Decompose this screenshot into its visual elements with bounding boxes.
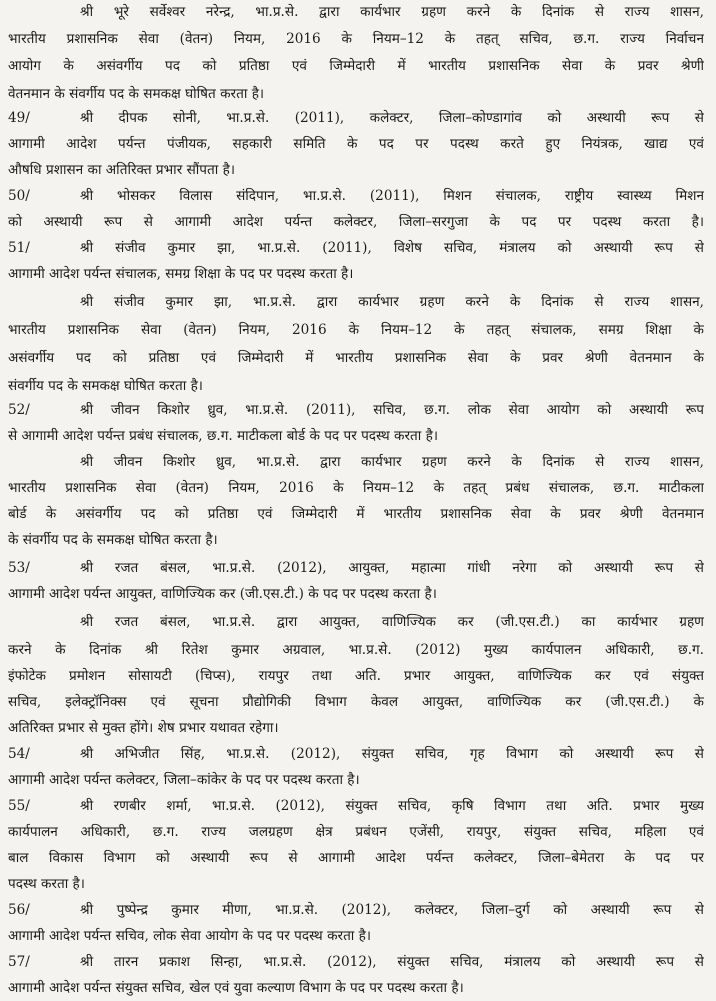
text-line: असंवर्गीय पद को प्रतिष्ठा एवं जिम्मेदारी में भारतीय प्रशासनिक सेवा के प्रवर श्रेणी वेतनमान के [8,350,704,366]
text-line: श्री जीवन किशोर ध्रुव, भा.प्र.से. (2011), सचिव, छ.ग. लोक सेवा आयोग को अस्थायी रूप [80,402,704,418]
text-line: श्री रजत बंसल, भा.प्र.से. द्वारा आयुक्त, वाणिज्यिक कर (जी.एस.टी.) का कार्यभार ग्रहण [80,614,704,630]
text-line: को अस्थायी रूप से आगामी आदेश पर्यन्त कलेक्टर, जिला–सरगुजा के पद पर पदस्थ करता है। [8,214,704,230]
text-line: आगामी आदेश पर्यन्त कलेक्टर, जिला–कांकेर के पद पर पदस्थ करता है। [8,772,360,788]
text-line: भारतीय प्रशासनिक सेवा (वेतन) नियम, 2016 के नियम–12 के तहत् संचालक, समग्र शिक्षा के [8,322,704,338]
text-line: श्री रणबीर शर्मा, भा.प्र.से. (2012), संयुक्त सचिव, कृषि विभाग तथा अति. प्रभार मुख्य [80,798,704,814]
text-line: आगामी आदेश पर्यन्त संयुक्त सचिव, खेल एवं युवा कल्याण विभाग के पद पर पदस्थ करता है। [8,980,464,996]
text-line: आगामी आदेश पर्यन्त पंजीयक, सहकारी समिति के पद पर पदस्थ करते हुए नियंत्रक, खाद्य एवं [8,136,704,152]
text-line: आगामी आदेश पर्यन्त सचिव, लोक सेवा आयोग के पद पर पदस्थ करता है। [8,928,372,944]
text-line: से आगामी आदेश पर्यन्त प्रबंध संचालक, छ.ग. माटीकला बोर्ड के पद पर पदस्थ करता है। [8,428,438,444]
text-line: श्री रजत बंसल, भा.प्र.से. (2012), आयुक्त, महात्मा गांधी नरेगा को अस्थायी रूप से [80,560,704,576]
text-line: श्री तारन प्रकाश सिन्हा, भा.प्र.से. (2012), संयुक्त सचिव, मंत्रालय को अस्थायी रूप से [80,954,704,970]
text-line: आगामी आदेश पर्यन्त संचालक, समग्र शिक्षा के पद पर पदस्थ करता है। [8,266,354,282]
text-line: औषधि प्रशासन का अतिरिक्त प्रभार सौंपता है। [8,162,235,178]
text-line: श्री भूरे सर्वेश्वर नरेन्द्र, भा.प्र.से. द्वारा कार्यभार ग्रहण करने के दिनांक से राज्य शासन, [80,4,704,20]
item-number: 54/ [8,746,30,762]
item-number: 55/ [8,798,30,814]
item-number: 57/ [8,954,30,970]
text-line: इंफोटेक प्रमोशन सोसायटी (चिप्स), रायपुर तथा अति. प्रभार आयुक्त, वाणिज्यिक कर एवं संयुक्त [8,668,704,684]
text-line: श्री संजीव कुमार झा, भा.प्र.से. द्वारा कार्यभार ग्रहण करने के दिनांक से राज्य शासन, [80,294,704,310]
text-line: कार्यपालन अधिकारी, छ.ग. राज्य जलग्रहण क्षेत्र प्रबंधन एजेंसी, रायपुर, संयुक्त सचिव, महिला एवं [8,824,704,840]
text-line: श्री भोसकर विलास संदिपान, भा.प्र.से. (2011), मिशन संचालक, राष्ट्रीय स्वास्थ्य मिशन [80,188,704,204]
text-line: श्री जीवन किशोर ध्रुव, भा.प्र.से. द्वारा कार्यभार ग्रहण करने के दिनांक से राज्य शासन, [80,454,704,470]
item-number: 50/ [8,188,30,204]
item-number: 53/ [8,560,30,576]
text-line: श्री अभिजीत सिंह, भा.प्र.से. (2012), संयुक्त सचिव, गृह विभाग को अस्थायी रूप से [80,746,704,762]
text-line: भारतीय प्रशासनिक सेवा (वेतन) नियम, 2016 के नियम–12 के तहत् प्रबंध संचालक, छ.ग. माटीकला [8,480,704,496]
text-line: करने के दिनांक श्री रितेश कुमार अग्रवाल, भा.प्र.से. (2012) मुख्य कार्यपालन अधिकारी, छ.ग. [8,642,704,658]
text-line: संवर्गीय पद के समकक्ष घोषित करता है। [8,378,203,394]
item-number: 56/ [8,902,30,918]
text-line: श्री संजीव कुमार झा, भा.प्र.से. (2011), विशेष सचिव, मंत्रालय को अस्थायी रूप से [80,240,704,256]
text-line: श्री पुष्पेन्द्र कुमार मीणा, भा.प्र.से. (2012), कलेक्टर, जिला–दुर्ग को अस्थायी रूप से [80,902,704,918]
text-line: वेतनमान के संवर्गीय पद के समकक्ष घोषित करता है। [8,86,265,102]
text-line: आगामी आदेश पर्यन्त आयुक्त, वाणिज्यिक कर (जी.एस.टी.) के पद पर पदस्थ करता है। [8,586,437,602]
item-number: 52/ [8,402,30,418]
text-line: सचिव, इलेक्ट्रॉनिक्स एवं सूचना प्रौद्योगिकी विभाग केवल आयुक्त, वाणिज्यिक कर (जी.एस.टी.) के [8,694,704,710]
text-line: बाल विकास विभाग को अस्थायी रूप से आगामी आदेश पर्यन्त कलेक्टर, जिला–बेमेतरा के पद पर [8,850,704,866]
text-line: भारतीय प्रशासनिक सेवा (वेतन) नियम, 2016 के नियम–12 के तहत् सचिव, छ.ग. राज्य निर्वाचन [8,31,704,47]
text-line: अतिरिक्त प्रभार से मुक्त होंगे। शेष प्रभार यथावत रहेगा। [8,720,279,736]
text-line: पदस्थ करता है। [8,876,85,892]
text-line: बोर्ड के असंवर्गीय पद को प्रतिष्ठा एवं जिम्मेदारी में भारतीय प्रशासनिक सेवा के प्रवर श्रेणी वेतनमान [8,506,704,522]
text-line: श्री दीपक सोनी, भा.प्र.से. (2011), कलेक्टर, जिला–कोण्डागांव को अस्थायी रूप से [80,110,704,126]
item-number: 51/ [8,240,30,256]
text-line: आयोग के असंवर्गीय पद को प्रतिष्ठा एवं जिम्मेदारी में भारतीय प्रशासनिक सेवा के प्रवर श्रेणी [8,58,704,74]
item-number: 49/ [8,110,30,126]
text-line: के संवर्गीय पद के समकक्ष घोषित करता है। [8,532,218,548]
